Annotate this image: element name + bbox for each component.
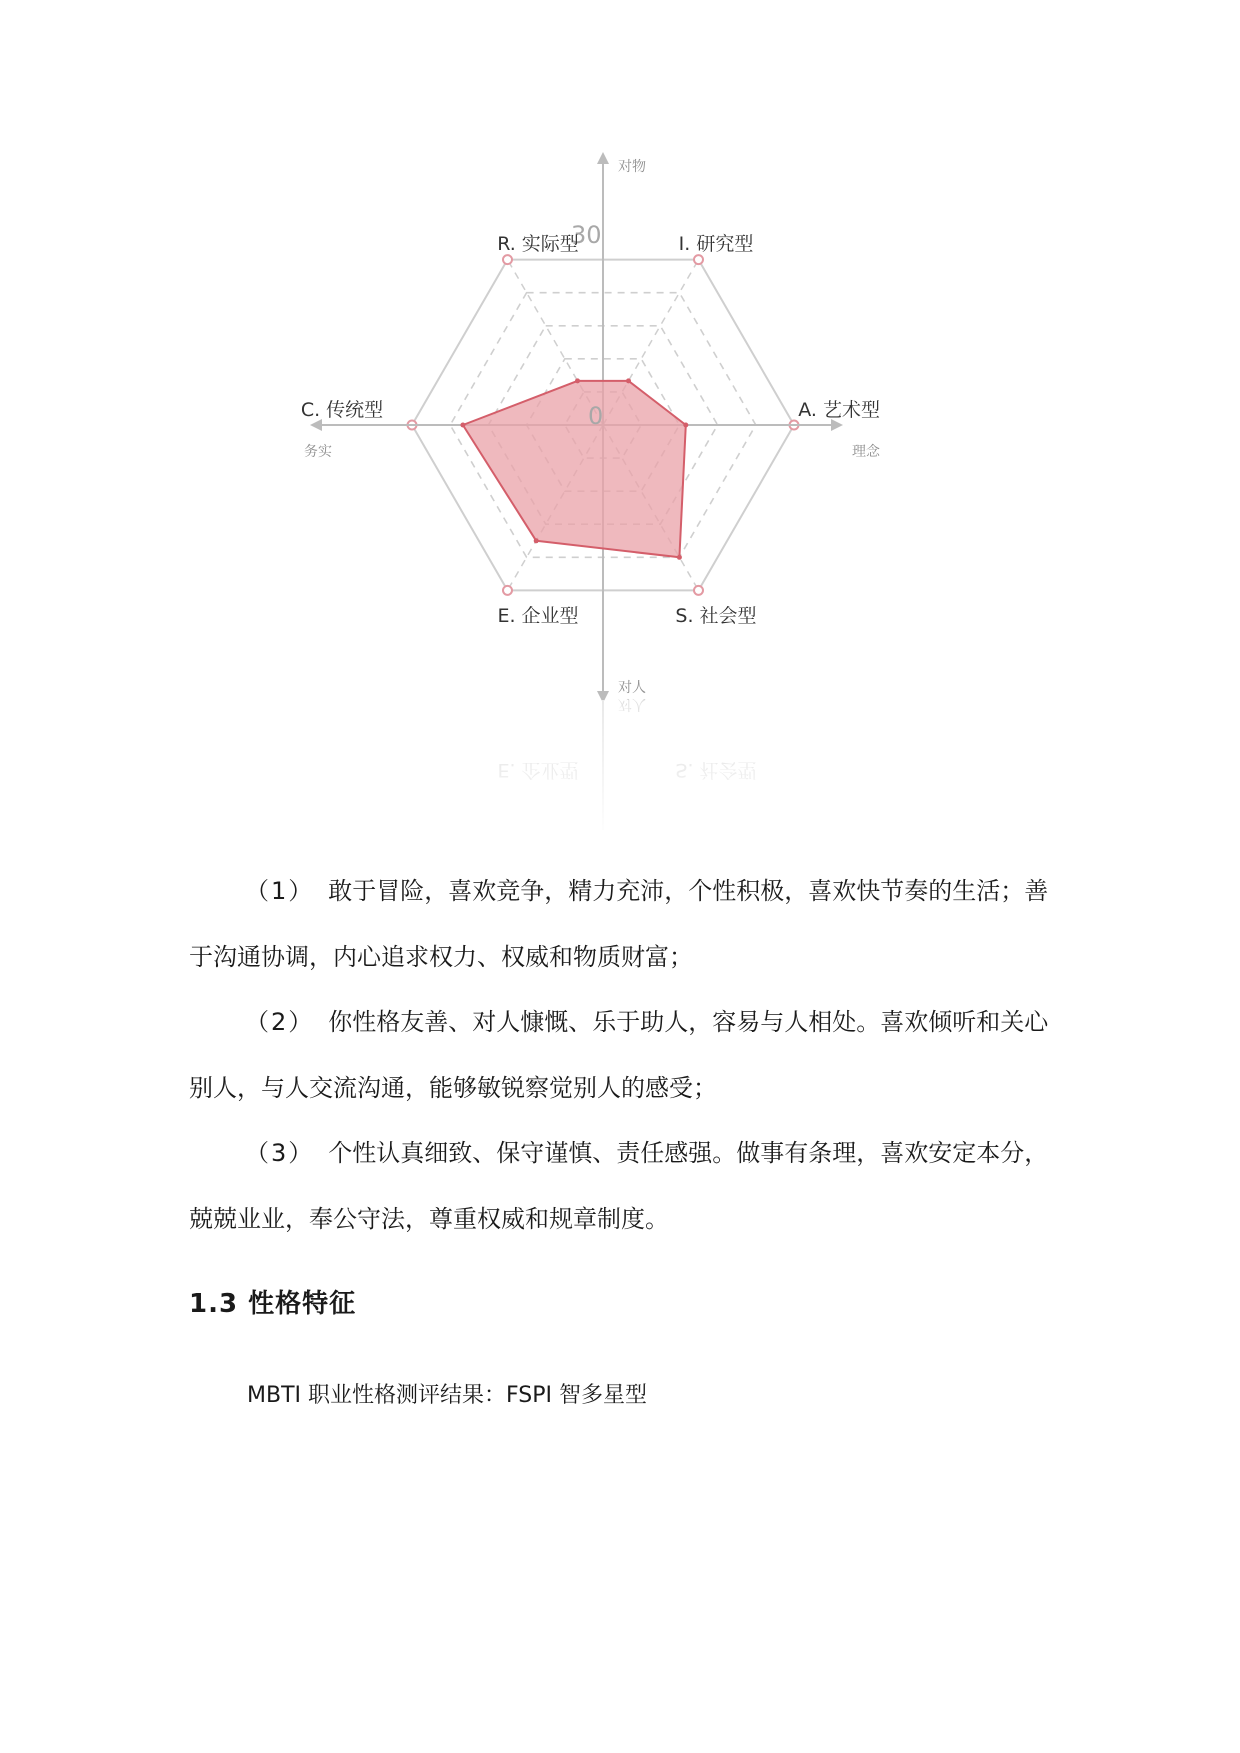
reflection-fade-overlay bbox=[400, 700, 820, 840]
radar-data-area bbox=[463, 381, 686, 557]
paragraph-2 bbox=[189, 989, 1059, 1121]
paragraph-1 bbox=[189, 858, 1059, 990]
radar-vertex-marker bbox=[503, 586, 512, 595]
paragraph-2-text: 你性格友善、对人慷慨、乐于助人，容易与人相处。喜欢倾听和关心别人，与人交流沟通，能够敏锐察觉别人的感受； bbox=[189, 1008, 1049, 1102]
paragraph-2-number: （2） bbox=[245, 1008, 315, 1036]
paragraph-1-text: 敢于冒险，喜欢竞争，精力充沛，个性积极，喜欢快节奏的生活；善于沟通协调，内心追求权力、权威和物质财富； bbox=[189, 877, 1049, 971]
scale-max-label: 30 bbox=[571, 221, 602, 249]
axis-arrow-up-icon bbox=[597, 152, 609, 164]
category-label: E. 企业型 bbox=[497, 605, 579, 627]
category-label: R. 实际型 bbox=[497, 233, 579, 255]
mbti-result-line: MBTI 职业性格测评结果：FSPI 智多星型 bbox=[247, 1383, 647, 1408]
holland-radar-chart bbox=[0, 0, 1240, 860]
axis-label-left: 务实 bbox=[304, 444, 332, 460]
radar-data-point bbox=[534, 538, 539, 543]
axis-label-right: 理念 bbox=[852, 444, 880, 460]
section-heading: 1.3 性格特征 bbox=[189, 1289, 357, 1319]
paragraph-3 bbox=[189, 1120, 1059, 1252]
category-label: A. 艺术型 bbox=[798, 399, 880, 421]
radar-vertex-marker bbox=[694, 586, 703, 595]
radar-vertex-marker bbox=[694, 255, 703, 264]
axis-label-bottom: 对人 bbox=[618, 680, 646, 696]
category-label: S. 社会型 bbox=[675, 605, 757, 627]
scale-min-label: 0 bbox=[588, 402, 604, 430]
radar-data-point bbox=[460, 423, 465, 428]
paragraph-1-number: （1） bbox=[245, 877, 315, 905]
radar-data-point bbox=[626, 378, 631, 383]
radar-data-point bbox=[683, 423, 688, 428]
radar-data-point bbox=[575, 378, 580, 383]
radar-data-point bbox=[677, 555, 682, 560]
category-label: C. 传统型 bbox=[300, 399, 384, 421]
paragraph-3-text: 个性认真细致、保守谨慎、责任感强。做事有条理，喜欢安定本分，兢兢业业，奉公守法，尊重权威和规章制度。 bbox=[189, 1139, 1049, 1233]
category-label: I. 研究型 bbox=[678, 233, 754, 255]
axis-label-top: 对物 bbox=[618, 159, 646, 175]
radar-vertex-marker bbox=[503, 255, 512, 264]
paragraph-3-number: （3） bbox=[245, 1139, 315, 1167]
